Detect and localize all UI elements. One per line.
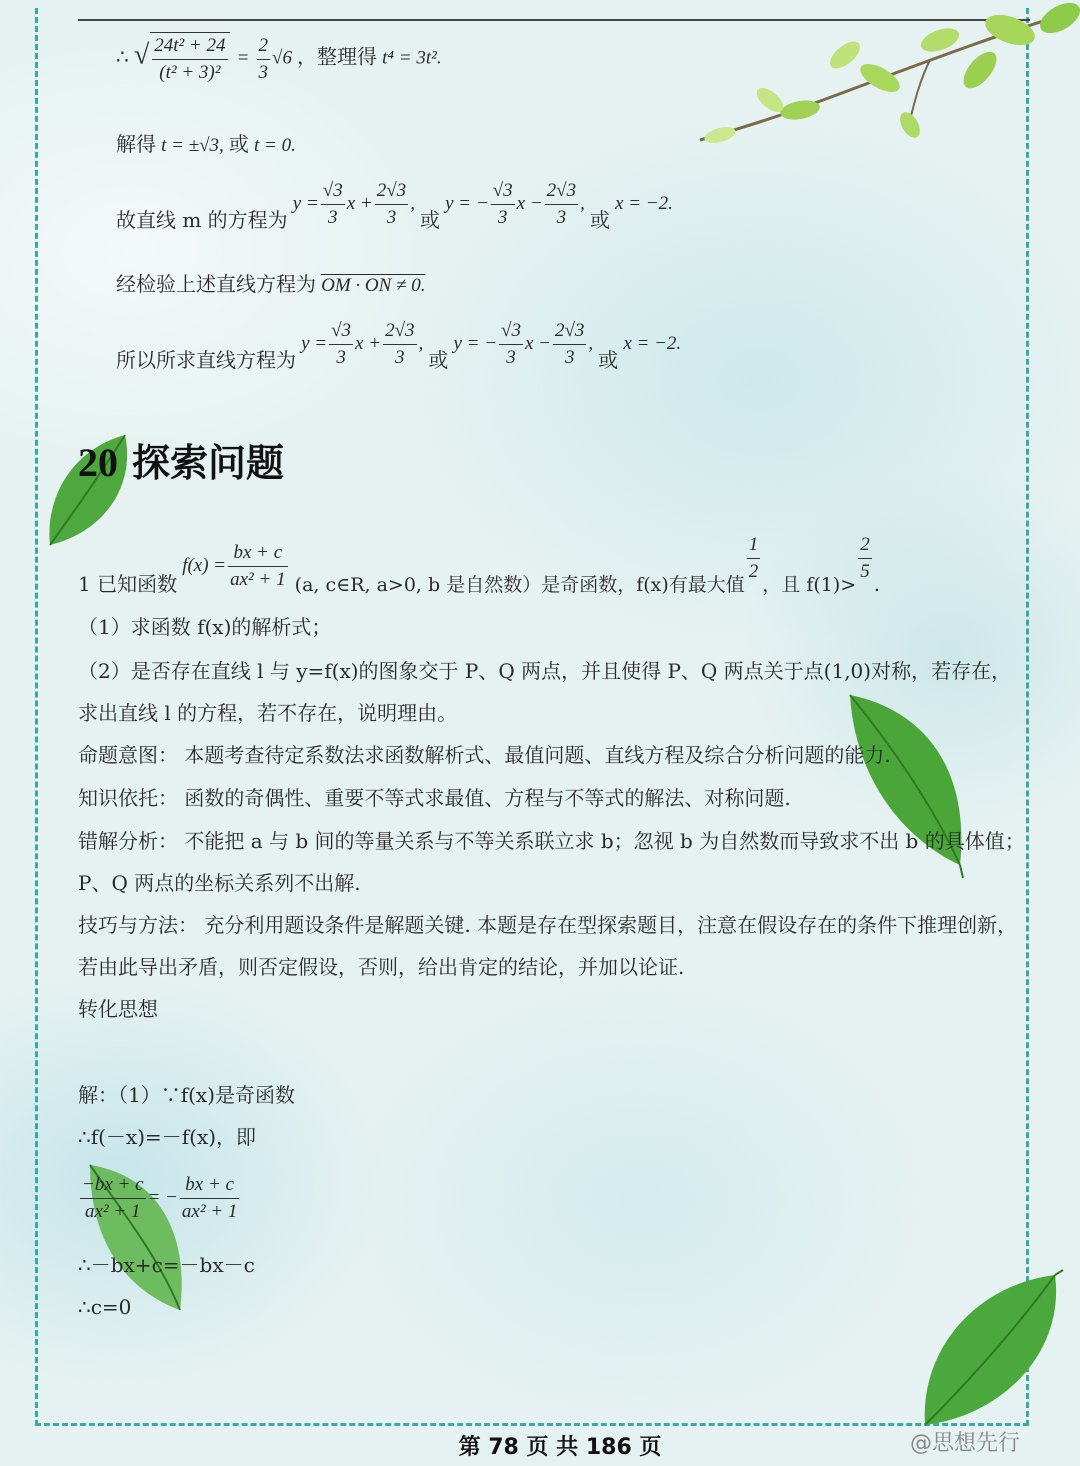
problem-statement: 1 已知函数 f(x) = $\frac{bx + c}{\text{ax² + 1}}$ (a, c∈R, a>0, b 是自然数）是奇函数，f(x)有最大值 $\frac{1}{2}$ ，且 f(1)> $\frac{2}{5}$ . (78, 534, 881, 596)
error-analysis-paragraph: 错解分析： 不能把 a 与 b 间的等量关系与不等关系联立求 b；忽视 b 为自然数而导致求不出 b 的具体值；P、Q 两点的坐标关系列不出解. (78, 829, 1025, 895)
equation-line-3: 故直线 m 的方程为 y = $\frac{√3}{3}$ x + $\frac{2√3}{3}$ , 或 y = − $\frac{√3}{3}$ x − $\frac{2√3}{3}$ , 或 x = −2. (116, 180, 673, 232)
thought-label: 转化思想 (78, 997, 158, 1021)
solution-step-2: ∴f(－x)=－f(x)，即 (78, 1125, 257, 1149)
intent-paragraph: 命题意图： 本题考查待定系数法求函数解析式、最值问题、直线方程及综合分析问题的能力. (78, 743, 891, 767)
equation-line-5: 所以所求直线方程为 y = $\frac{√3}{3}$ x + $\frac{2√3}{3}$ , 或 y = − $\frac{√3}{3}$ x − $\frac{2√3}{3}$ , 或 x = −2. (116, 320, 682, 372)
section-number: 20 (78, 440, 118, 485)
sqrt-fraction: $\frac{\text{24t² + 24}}{\text{(t² + 3)²}}$ (150, 32, 229, 86)
question-2: （2）是否存在直线 l 与 y=f(x)的图象交于 P、Q 两点，并且使得 P、Q 两点关于点(1,0)对称，若存在，求出直线 l 的方程，若不存在，说明理由。 (78, 659, 1012, 725)
knowledge-paragraph: 知识依托： 函数的奇偶性、重要不等式求最值、方程与不等式的解法、对称问题. (78, 786, 791, 810)
equation-line-1: ∴ √ $\frac{\text{24t² + 24}}{\text{(t² + 3)²}}$ = $\frac{2}{3}$ √6 ，整理得 t⁴ = 3t². (116, 32, 442, 86)
branch-leaves-decoration (680, 0, 1080, 170)
rhs-fraction: $\frac{2}{3}$ (258, 34, 269, 83)
solution-step-4: ∴－bx+c=－bx－c (78, 1253, 255, 1277)
solution-step-3: $\frac{-bx + c}{\text{ax² + 1}}$ = − $\frac{bx + c}{\text{ax² + 1}}$ (82, 1174, 238, 1222)
sqrt-sign: √ (133, 39, 150, 71)
section-title (78, 432, 284, 487)
solution-step-1: 解：（1）∵f(x)是奇函数 (78, 1083, 296, 1107)
question-1: （1）求函数 f(x)的解析式； (78, 615, 332, 639)
section-title-text: 探索问题 (132, 441, 285, 485)
therefore-symbol: ∴ (116, 44, 129, 69)
equation-line-4: 经检验上述直线方程为 OM · ON ≠ 0. (116, 272, 426, 296)
page-number: 第 78 页 共 186 页 (458, 1435, 662, 1460)
equation-line-2: 解得 t = ±√3, 或 t = 0. (116, 132, 296, 156)
solution-step-5: ∴c=0 (78, 1295, 132, 1319)
function-fraction: $\frac{bx + c}{\text{ax² + 1}}$ (230, 542, 286, 590)
method-paragraph: 技巧与方法： 充分利用题设条件是解题关键. 本题是存在型探索题目，注意在假设存在的条件下推理创新，若由此导出矛盾，则否定假设，否则，给出肯定的结论，并加以论证. (78, 913, 1018, 979)
watermark: @思想先行 (910, 1431, 1021, 1456)
